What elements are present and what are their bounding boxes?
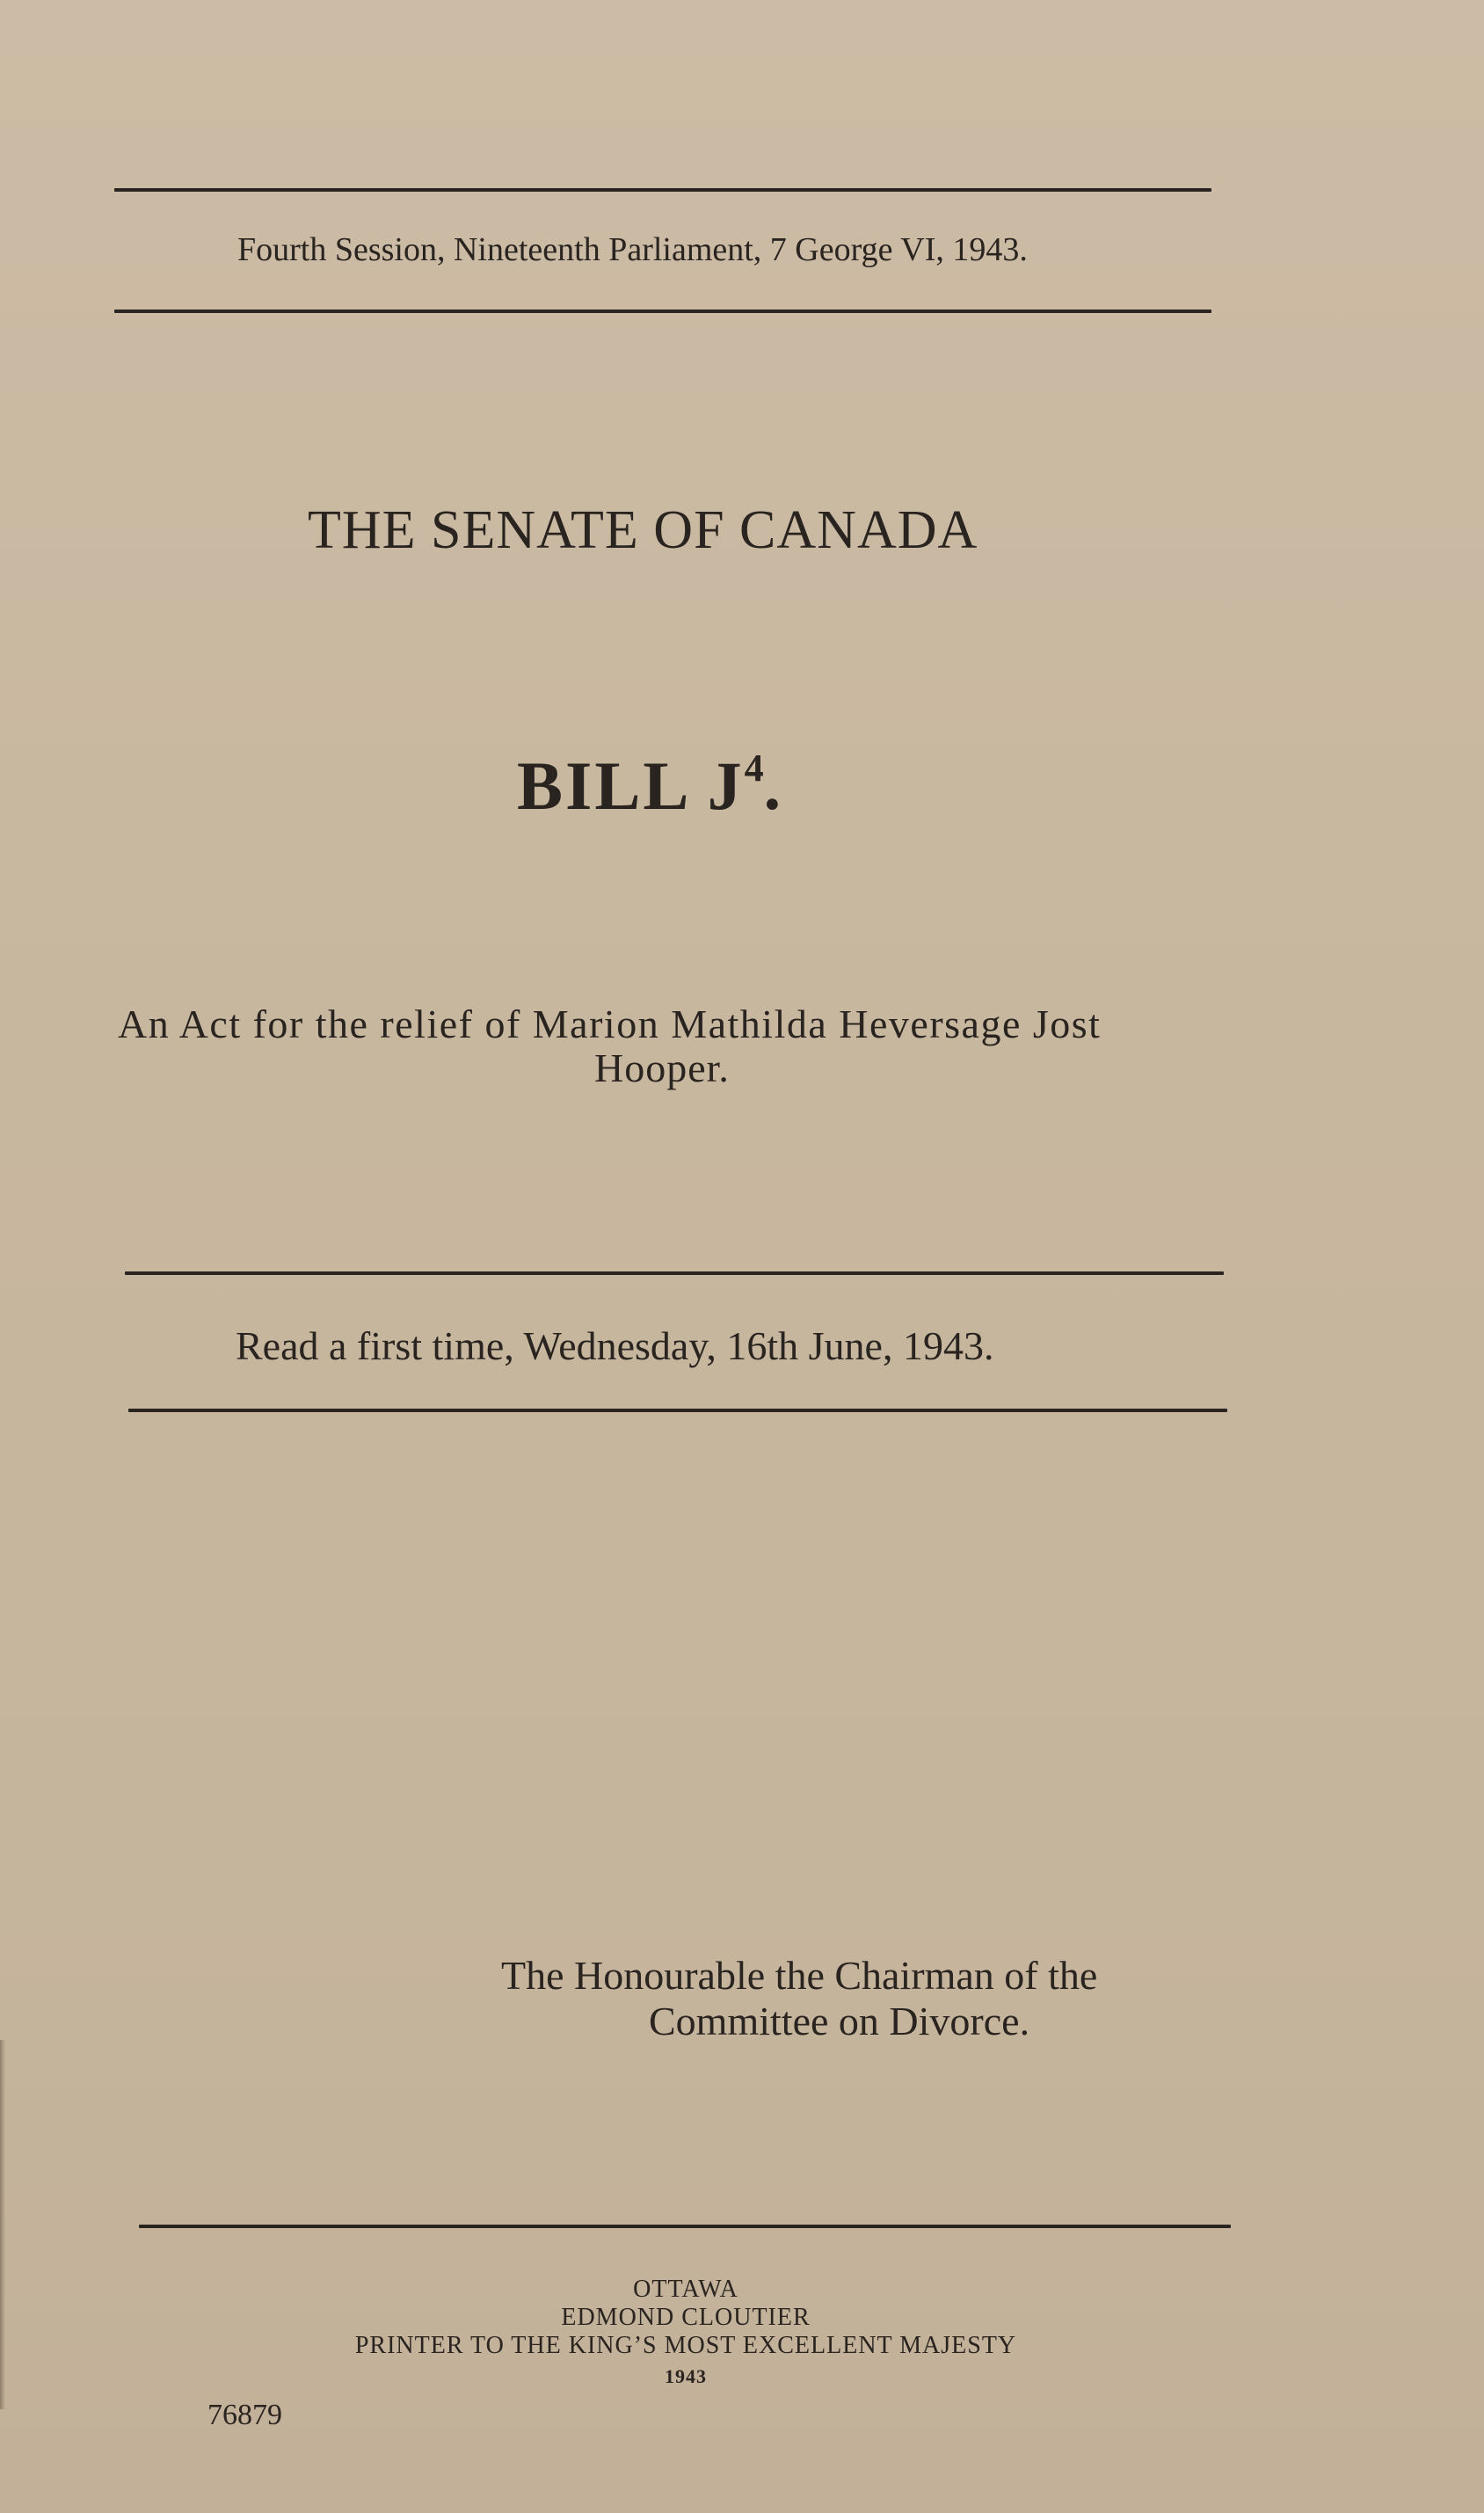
imprint-top-rule (139, 2225, 1231, 2228)
senate-heading: THE SENATE OF CANADA (308, 500, 978, 560)
bill-prefix: BILL J (517, 747, 745, 824)
session-line: Fourth Session, Nineteenth Parliament, 7 George VI, 1943. (237, 231, 1028, 268)
reading-top-rule (125, 1271, 1224, 1275)
header-bottom-rule (114, 310, 1211, 313)
binding-edge-mark (0, 2040, 5, 2409)
imprint-printer: EDMOND CLOUTIER (561, 2304, 811, 2331)
imprint-printer-title: PRINTER TO THE KING’S MOST EXCELLENT MAJESTY (354, 2332, 1017, 2359)
imprint-city: OTTAWA (633, 2276, 738, 2303)
act-title-line-1: An Act for the relief of Marion Mathilda Heversage Jost (118, 1002, 1102, 1046)
bill-suffix: . (763, 747, 784, 824)
sponsor-line-2: Committee on Divorce. (649, 1999, 1030, 2043)
document-number: 76879 (207, 2399, 282, 2431)
sponsor-line-1: The Honourable the Chairman of the (501, 1953, 1098, 1998)
reading-bottom-rule (128, 1409, 1227, 1412)
act-title-line-2: Hooper. (594, 1045, 730, 1090)
first-reading-line: Read a first time, Wednesday, 16th June, 1943. (236, 1323, 994, 1368)
bill-superscript: 4 (744, 747, 764, 790)
imprint-year: 1943 (665, 2365, 707, 2387)
top-rule (114, 188, 1211, 192)
bill-number (517, 746, 783, 826)
